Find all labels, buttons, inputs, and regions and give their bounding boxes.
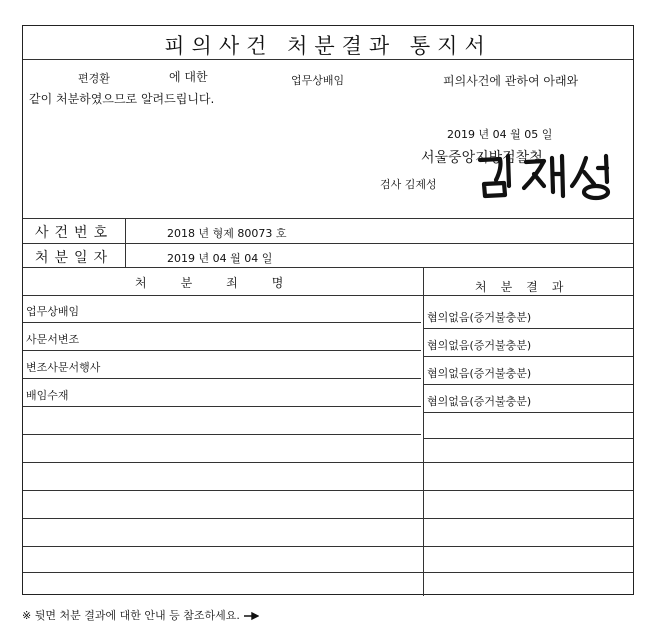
title-divider (23, 59, 633, 60)
table-row-2-result: 혐의없음(증거불충분) (427, 339, 532, 352)
result-column-header: 처분결과 (475, 280, 578, 294)
case-number-value: 2018 년 형제 80073 호 (167, 227, 287, 240)
row-line (423, 328, 633, 329)
table-row-3-charge: 변조사문서행사 (26, 361, 101, 374)
row-line (423, 438, 633, 439)
row-line (23, 518, 633, 519)
issue-date: 2019 년 04 월 05 일 (447, 128, 553, 141)
row-line (23, 490, 633, 491)
prosecutors-office: 서울중앙지방검찰청 (421, 150, 543, 166)
case-top-line (23, 218, 633, 219)
row-line (423, 384, 633, 385)
row-line (423, 412, 633, 413)
charge-name: 업무상배임 (291, 74, 345, 87)
footer-note (22, 607, 259, 623)
regarding-text: 피의사건에 관하여 아래와 (443, 74, 579, 88)
table-row-2-charge: 사문서변조 (26, 333, 80, 346)
intro-line-2: 같이 처분하였으므로 알려드립니다. (29, 92, 215, 106)
row-line (23, 350, 421, 351)
suspect-name: 편경환 (78, 72, 110, 85)
case-number-label: 사건번호 (35, 225, 114, 241)
row-line (423, 356, 633, 357)
disposition-date-label: 처분일자 (35, 250, 114, 266)
case-mid-line (23, 243, 633, 244)
footer-text: ※ 뒷면 처분 결과에 대한 안내 등 참조하세요. (22, 609, 240, 622)
row-line (23, 462, 633, 463)
row-line (23, 322, 421, 323)
row-line (23, 546, 633, 547)
prosecutor-name: 검사 김제성 (380, 178, 437, 191)
table-header-line (23, 295, 633, 296)
notice-document (22, 25, 634, 595)
table-row-1-result: 혐의없음(증거불충분) (427, 311, 532, 324)
row-line (23, 378, 421, 379)
table-row-4-charge: 배임수재 (26, 389, 69, 402)
about-text: 에 대한 (169, 70, 208, 84)
table-row-1-charge: 업무상배임 (26, 305, 80, 318)
case-bottom-line (23, 267, 633, 268)
row-line (23, 406, 421, 407)
pointing-hand-icon (243, 611, 259, 621)
charge-column-header: 처분죄명 (135, 276, 318, 290)
disposition-date-value: 2019 년 04 월 04 일 (167, 252, 273, 265)
document-title: 피의사건 처분결과 통지서 (164, 34, 492, 58)
table-row-4-result: 혐의없음(증거불충분) (427, 395, 532, 408)
prosecutor-signature (474, 150, 634, 202)
row-line (23, 434, 421, 435)
row-line (23, 572, 633, 573)
table-row-3-result: 혐의없음(증거불충분) (427, 367, 532, 380)
